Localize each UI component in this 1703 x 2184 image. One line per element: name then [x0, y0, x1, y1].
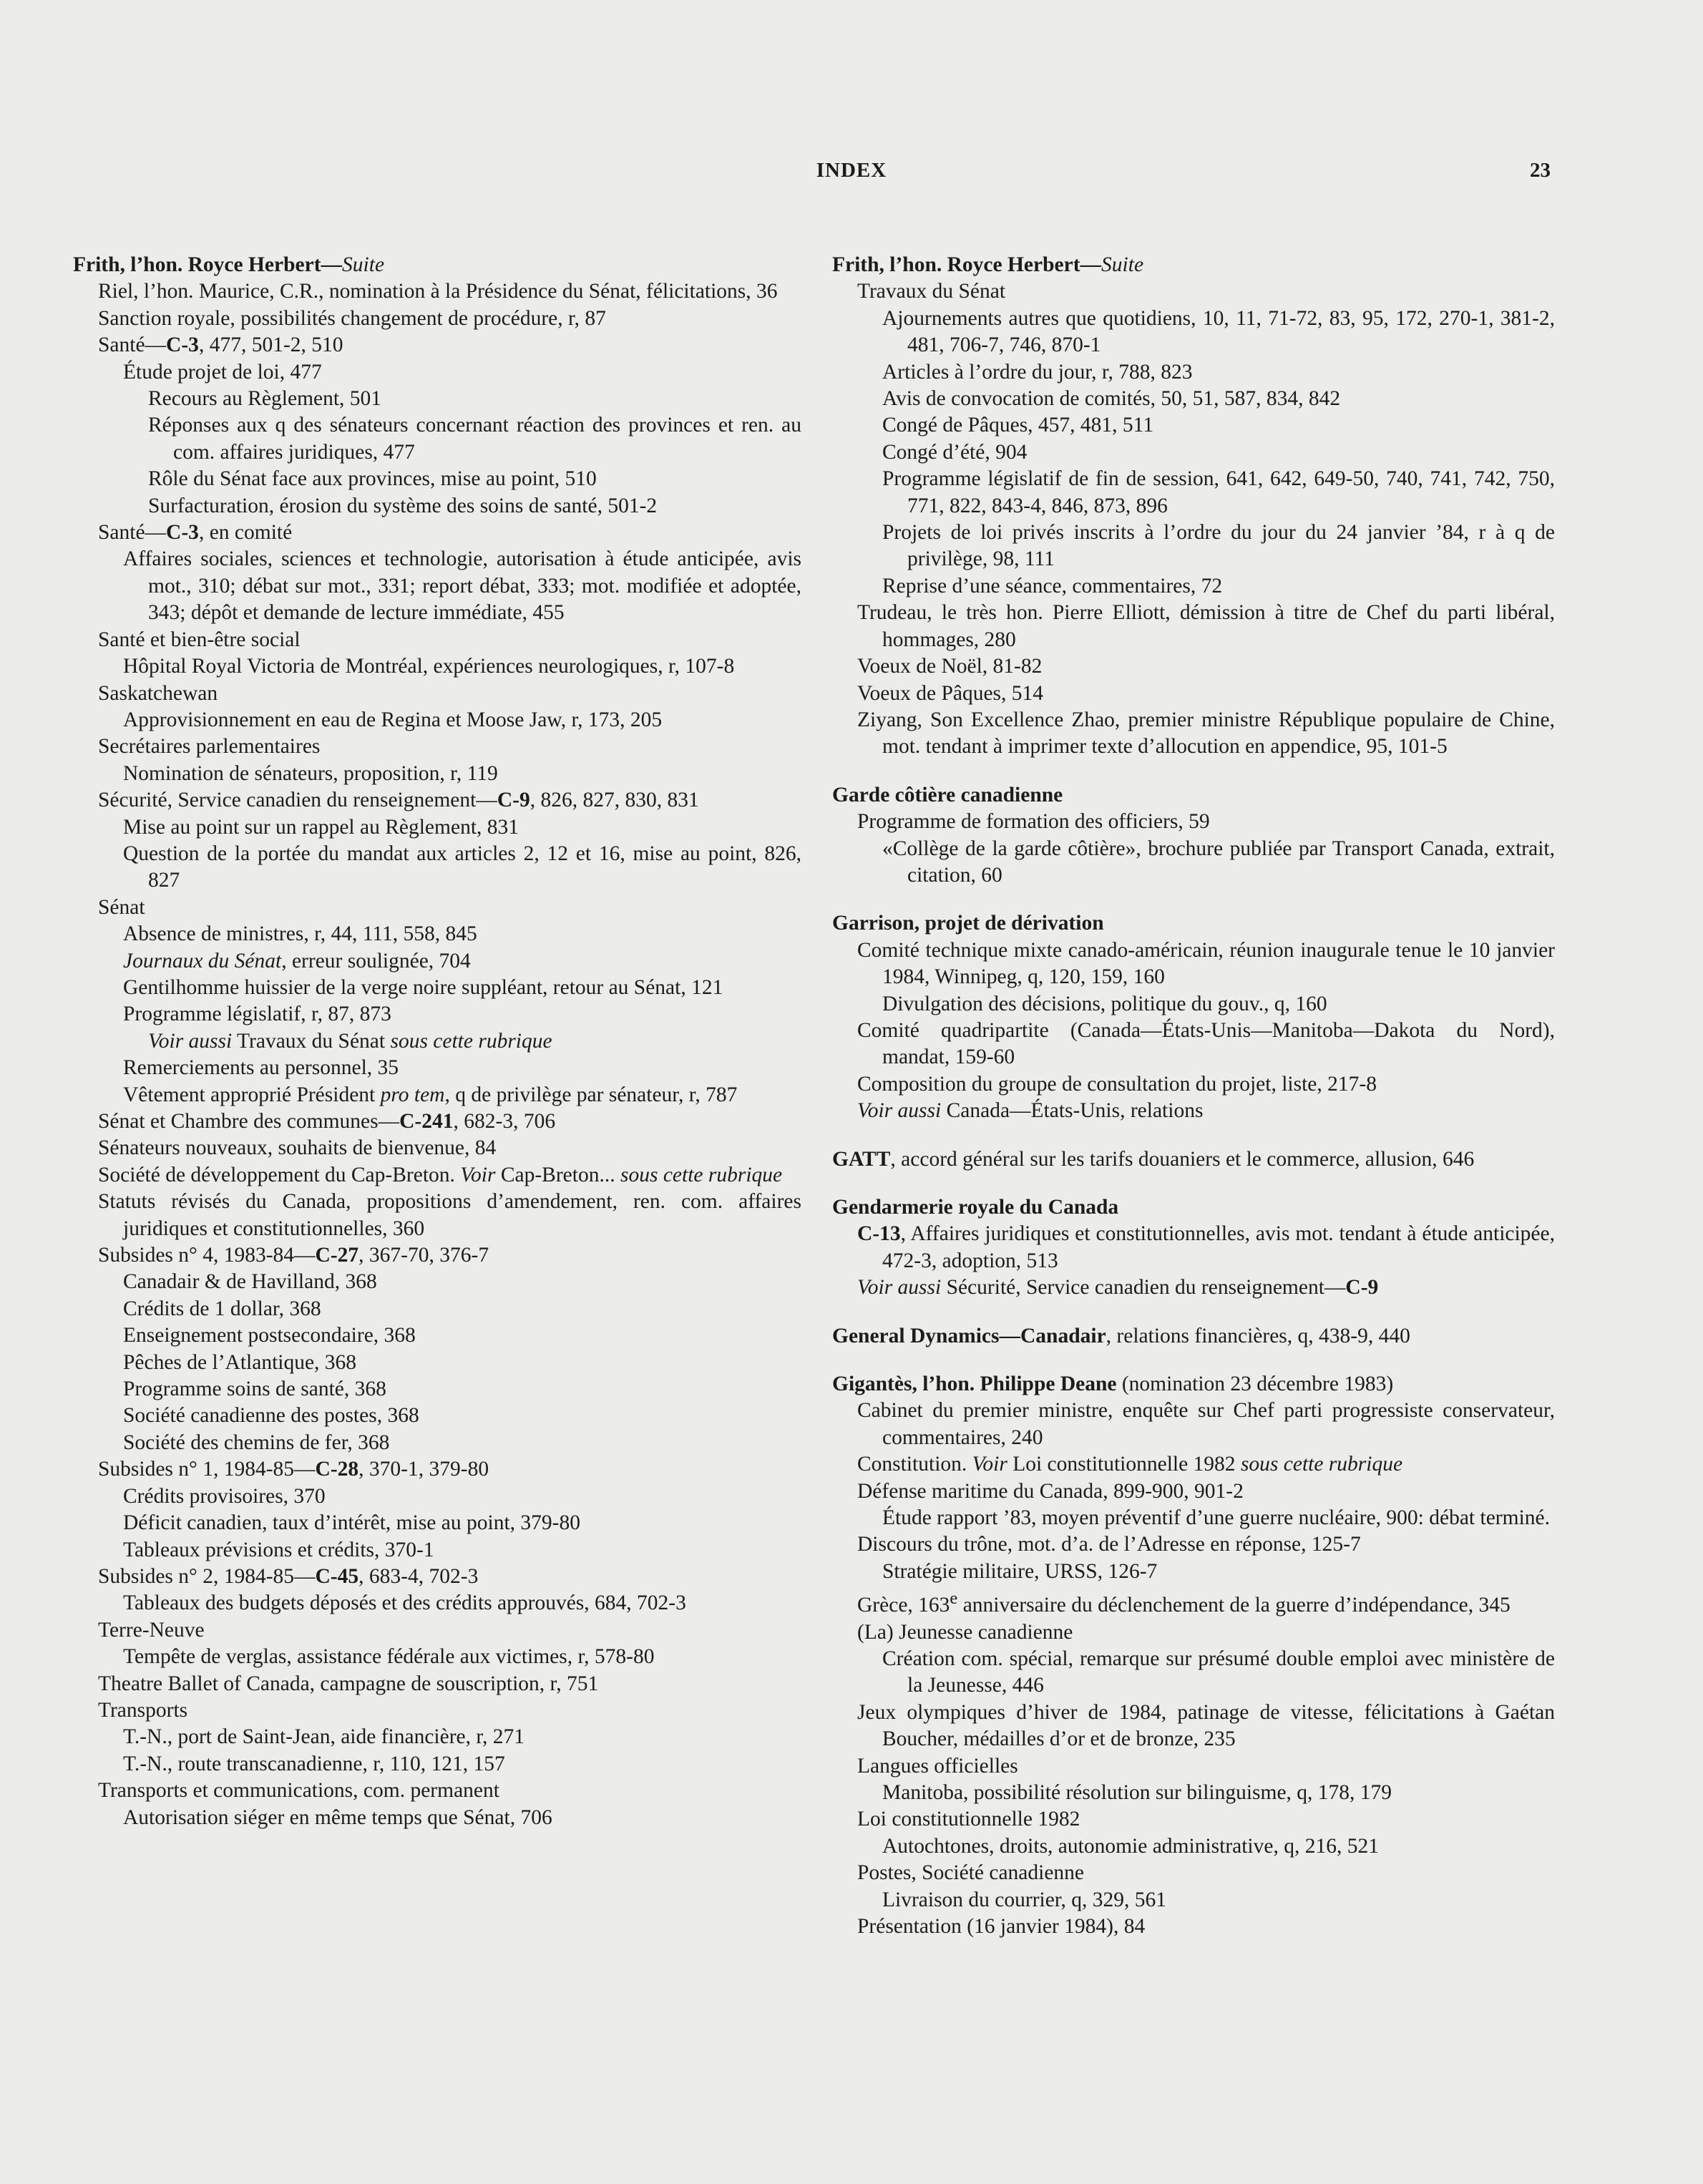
index-entry: Sénat et Chambre des communes—C-241, 682-3, 706: [98, 1110, 556, 1133]
index-entry: Crédits de 1 dollar, 368: [123, 1297, 321, 1320]
index-entry: Voir aussi Travaux du Sénat sous cette rubrique: [148, 1029, 552, 1053]
index-column-left: [73, 252, 801, 1831]
index-entry: Travaux du Sénat: [857, 280, 1006, 303]
index-entry: Ziyang, Son Excellence Zhao, premier ministre République populaire de Chine, mot. tendant à imprimer texte d’allocution en appendice, 95, 101-5: [857, 708, 1555, 759]
index-entry: Jeux olympiques d’hiver de 1984, patinage de vitesse, félicitations à Gaétan Boucher, médailles d’or et de bronze, 235: [857, 1700, 1555, 1751]
index-entry: Sécurité, Service canadien du renseignement—C-9, 826, 827, 830, 831: [98, 789, 699, 812]
index-entry: Loi constitutionnelle 1982: [857, 1808, 1080, 1831]
index-entry: Voir aussi Sécurité, Service canadien du renseignement—C-9: [857, 1276, 1379, 1300]
index-heading: Gigantès, l’hon. Philippe Deane (nomination 23 décembre 1983): [832, 1373, 1394, 1396]
index-entry: Gentilhomme huissier de la verge noire suppléant, retour au Sénat, 121: [123, 975, 723, 999]
index-entry: Divulgation des décisions, politique du gouv., q, 160: [882, 992, 1327, 1015]
index-entry: Discours du trône, mot. d’a. de l’Adresse en réponse, 125-7: [857, 1533, 1361, 1556]
index-heading: Garde côtière canadienne: [832, 783, 1063, 806]
index-entry: Autochtones, droits, autonomie administrative, q, 216, 521: [882, 1834, 1379, 1858]
index-entry: Nomination de sénateurs, proposition, r, 119: [123, 761, 498, 785]
index-heading: GATT, accord général sur les tarifs douaniers et le commerce, allusion, 646: [832, 1147, 1475, 1171]
index-entry: Déficit canadien, taux d’intérêt, mise au point, 379-80: [123, 1511, 580, 1535]
index-heading: Frith, l’hon. Royce Herbert—Suite: [73, 253, 385, 276]
index-entry: Programme de formation des officiers, 59: [857, 810, 1210, 834]
index-entry: Langues officielles: [857, 1754, 1018, 1778]
index-entry: Composition du groupe de consultation du projet, liste, 217-8: [857, 1072, 1377, 1096]
index-entry: Transports: [98, 1698, 188, 1722]
index-entry: Projets de loi privés inscrits à l’ordre du jour du 24 janvier ’84, r à q de privilège, 98, 111: [882, 521, 1555, 571]
index-entry: Rôle du Sénat face aux provinces, mise au point, 510: [148, 467, 597, 491]
index-entry: «Collège de la garde côtière», brochure publiée par Transport Canada, extrait, citation, 60: [882, 837, 1555, 887]
page-number: 23: [1530, 159, 1551, 182]
index-entry: Étude projet de loi, 477: [123, 360, 322, 384]
index-entry: Congé d’été, 904: [882, 440, 1028, 464]
index-entry: Sénateurs nouveaux, souhaits de bienvenue, 84: [98, 1136, 497, 1160]
index-entry: (La) Jeunesse canadienne: [857, 1620, 1073, 1644]
index-entry: Stratégie militaire, URSS, 126-7: [882, 1559, 1158, 1583]
index-entry: Subsides n° 1, 1984-85—C-28, 370-1, 379-80: [98, 1458, 489, 1481]
index-entry: Postes, Société canadienne: [857, 1861, 1085, 1885]
index-entry: Défense maritime du Canada, 899-900, 901-2: [857, 1479, 1244, 1503]
index-entry: Absence de ministres, r, 44, 111, 558, 845: [123, 922, 477, 946]
index-entry: Société des chemins de fer, 368: [123, 1430, 390, 1454]
index-entry: Congé de Pâques, 457, 481, 511: [882, 414, 1154, 437]
index-entry: Pêches de l’Atlantique, 368: [123, 1350, 357, 1374]
index-entry: Tableaux prévisions et crédits, 370-1: [123, 1538, 434, 1561]
index-entry: Hôpital Royal Victoria de Montréal, expériences neurologiques, r, 107-8: [123, 655, 735, 678]
index-entry: Vêtement approprié Président pro tem, q de privilège par sénateur, r, 787: [123, 1083, 738, 1106]
index-entry: Approvisionnement en eau de Regina et Moose Jaw, r, 173, 205: [123, 708, 663, 731]
index-entry: Cabinet du premier ministre, enquête sur Chef parti progressiste conservateur, commentaires, 240: [857, 1399, 1555, 1449]
index-entry: Voir aussi Canada—États-Unis, relations: [857, 1099, 1204, 1123]
index-entry: Question de la portée du mandat aux articles 2, 12 et 16, mise au point, 826, 827: [123, 842, 801, 892]
index-entry: Santé—C-3, 477, 501-2, 510: [98, 333, 343, 357]
index-entry: T.-N., port de Saint-Jean, aide financière, r, 271: [123, 1725, 525, 1749]
index-entry: Subsides n° 2, 1984-85—C-45, 683-4, 702-3: [98, 1564, 479, 1588]
index-entry: Constitution. Voir Loi constitutionnelle 1982 sous cette rubrique: [857, 1453, 1403, 1476]
index-entry: C-13, Affaires juridiques et constitutionnelles, avis mot. tendant à étude anticipée, 472-3, adoption, 513: [857, 1222, 1555, 1272]
index-entry: Articles à l’ordre du jour, r, 788, 823: [882, 360, 1193, 384]
index-heading: Garrison, projet de dérivation: [832, 912, 1104, 935]
index-entry: Mise au point sur un rappel au Règlement, 831: [123, 815, 519, 839]
index-entry: Journaux du Sénat, erreur soulignée, 704: [123, 949, 471, 972]
index-entry: Santé et bien-être social: [98, 628, 301, 651]
index-entry: Voeux de Pâques, 514: [857, 681, 1044, 705]
index-column-right: [832, 252, 1555, 1940]
index-entry: Crédits provisoires, 370: [123, 1484, 326, 1508]
index-entry: Theatre Ballet of Canada, campagne de souscription, r, 751: [98, 1672, 599, 1695]
index-entry: Saskatchewan: [98, 681, 218, 705]
index-entry: Programme législatif, r, 87, 873: [123, 1003, 391, 1026]
index-entry: Programme législatif de fin de session, 641, 642, 649-50, 740, 741, 742, 750, 771, 822, 843-4, 846, 873, 896: [882, 467, 1555, 517]
index-entry: Avis de convocation de comités, 50, 51, 587, 834, 842: [882, 387, 1341, 411]
index-entry: Comité quadripartite (Canada—États-Unis—Manitoba—Dakota du Nord), mandat, 159-60: [857, 1018, 1555, 1069]
index-entry: Grèce, 163e anniversaire du déclenchement de la guerre d’indépendance, 345: [857, 1589, 1511, 1617]
index-entry: Sanction royale, possibilités changement de procédure, r, 87: [98, 306, 606, 330]
index-entry: Recours au Règlement, 501: [148, 387, 382, 411]
index-entry: Surfacturation, érosion du système des soins de santé, 501-2: [148, 494, 658, 517]
index-entry: Affaires sociales, sciences et technologie, autorisation à étude anticipée, avis mot., 310; débat sur mot., 331; report débat, 333; mot. modifiée et adoptée, 343; dépôt et demande de lecture immédiate, 455: [123, 547, 801, 625]
index-heading: General Dynamics—Canadair, relations financières, q, 438-9, 440: [832, 1324, 1410, 1347]
index-entry: Présentation (16 janvier 1984), 84: [857, 1914, 1146, 1938]
index-entry: Autorisation siéger en même temps que Sénat, 706: [123, 1805, 552, 1829]
index-entry: Subsides n° 4, 1983-84—C-27, 367-70, 376-7: [98, 1244, 489, 1267]
index-entry: Création com. spécial, remarque sur présumé double emploi avec ministère de la Jeunesse, 446: [882, 1647, 1555, 1697]
index-entry: Étude rapport ’83, moyen préventif d’une guerre nucléaire, 900: débat terminé.: [882, 1506, 1550, 1530]
index-entry: Transports et communications, com. permanent: [98, 1779, 499, 1803]
index-entry: Voeux de Noël, 81-82: [857, 655, 1043, 678]
index-entry: Canadair & de Havilland, 368: [123, 1270, 377, 1294]
index-entry: Société canadienne des postes, 368: [123, 1404, 419, 1428]
index-entry: Reprise d’une séance, commentaires, 72: [882, 574, 1223, 598]
index-entry: Livraison du courrier, q, 329, 561: [882, 1888, 1166, 1911]
index-heading: Gendarmerie royale du Canada: [832, 1196, 1119, 1219]
index-entry: Trudeau, le très hon. Pierre Elliott, démission à titre de Chef du parti libéral, hommages, 280: [857, 601, 1555, 651]
index-entry: T.-N., route transcanadienne, r, 110, 121, 157: [123, 1752, 505, 1775]
index-entry: Comité technique mixte canado-américain, réunion inaugurale tenue le 10 janvier 1984, Winnipeg, q, 120, 159, 160: [857, 938, 1555, 989]
index-heading: Frith, l’hon. Royce Herbert—Suite: [832, 253, 1144, 276]
index-entry: Réponses aux q des sénateurs concernant réaction des provinces et ren. au com. affaires juridiques, 477: [148, 414, 801, 464]
page-title: INDEX: [816, 159, 887, 182]
index-entry: Manitoba, possibilité résolution sur bilinguisme, q, 178, 179: [882, 1780, 1392, 1804]
index-entry: Tableaux des budgets déposés et des crédits approuvés, 684, 702-3: [123, 1591, 686, 1615]
index-entry: Remerciements au personnel, 35: [123, 1056, 399, 1080]
index-entry: Statuts révisés du Canada, propositions d’amendement, ren. com. affaires juridiques et constitutionnelles, 360: [98, 1190, 801, 1240]
index-entry: Santé—C-3, en comité: [98, 521, 293, 545]
index-entry: Ajournements autres que quotidiens, 10, 11, 71-72, 83, 95, 172, 270-1, 381-2, 481, 706-7, 746, 870-1: [882, 306, 1555, 357]
index-entry: Riel, l’hon. Maurice, C.R., nomination à la Présidence du Sénat, félicitations, 36: [98, 280, 778, 303]
index-entry: Tempête de verglas, assistance fédérale aux victimes, r, 578-80: [123, 1645, 655, 1669]
index-entry: Programme soins de santé, 368: [123, 1378, 386, 1401]
index-entry: Secrétaires parlementaires: [98, 735, 321, 759]
index-entry: Société de développement du Cap-Breton. Voir Cap-Breton... sous cette rubrique: [98, 1163, 783, 1186]
index-entry: Enseignement postsecondaire, 368: [123, 1324, 416, 1347]
index-entry: Sénat: [98, 895, 145, 919]
index-entry: Terre-Neuve: [98, 1618, 205, 1642]
